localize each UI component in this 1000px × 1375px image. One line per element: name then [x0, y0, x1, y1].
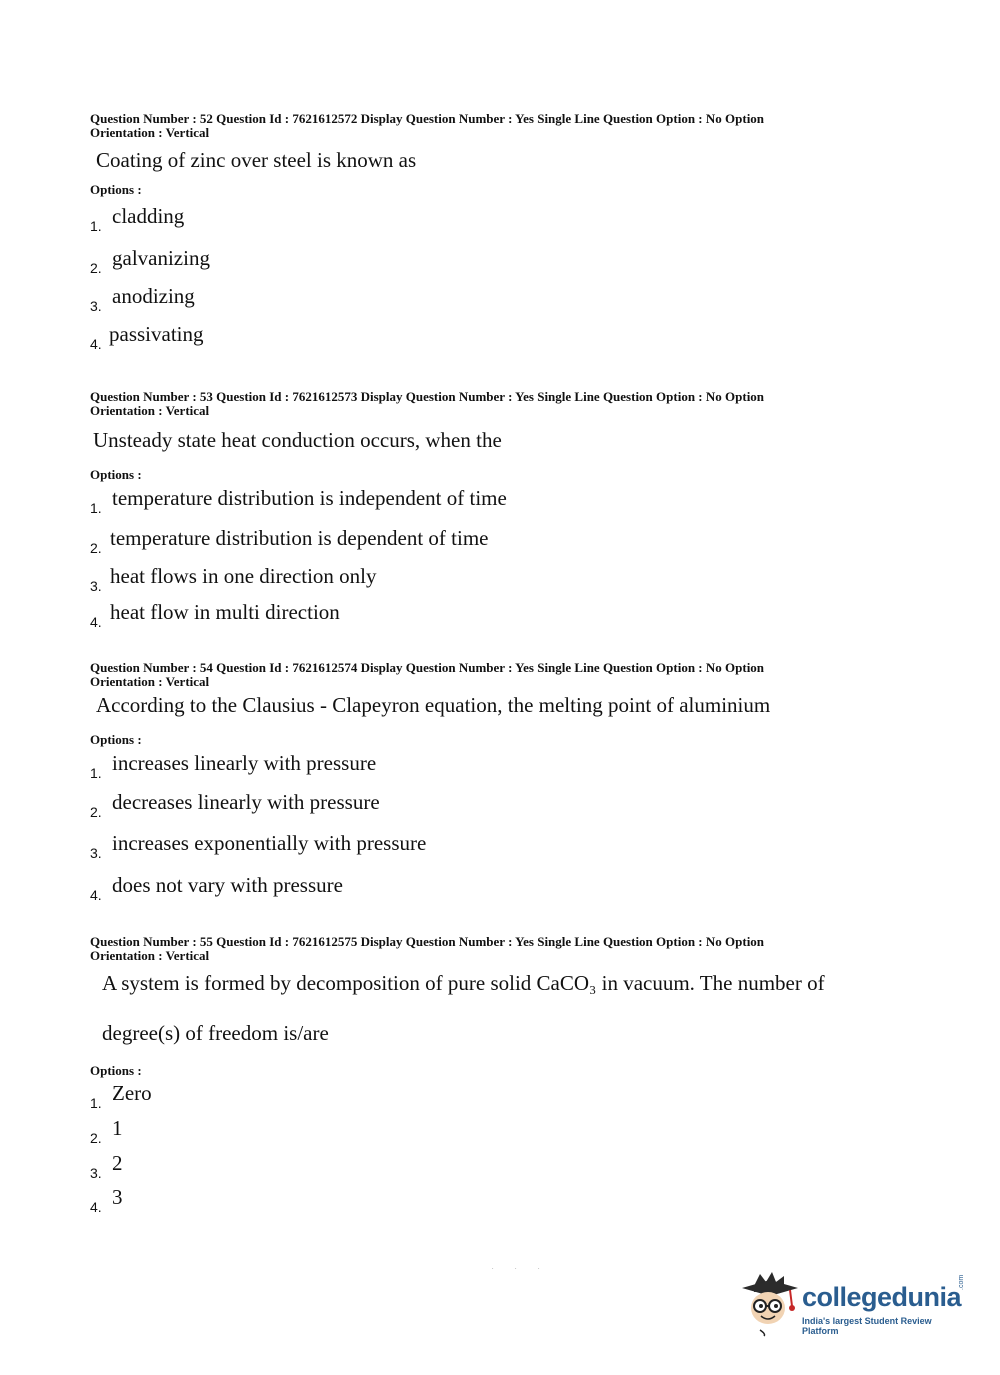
- option-number: 2.: [90, 1130, 102, 1146]
- option-4: [90, 873, 790, 903]
- logo-brand: collegedunia: [802, 1282, 962, 1312]
- question-54: [90, 660, 890, 903]
- question-text: A system is formed by decomposition of pure solid CaCO₃ in vacuum. The number of: [102, 971, 825, 995]
- option-1: [90, 1081, 790, 1111]
- question-text-line-2: degree(s) of freedom is/are: [102, 1021, 329, 1045]
- option-text: galvanizing: [112, 246, 210, 270]
- meta-line-2: Orientation : Vertical: [90, 948, 210, 963]
- option-2: [90, 246, 790, 276]
- option-text: cladding: [112, 204, 185, 228]
- question-meta: [90, 935, 890, 963]
- option-text: increases exponentially with pressure: [112, 831, 427, 855]
- meta-line-2: Orientation : Vertical: [90, 125, 210, 140]
- option-text: heat flows in one direction only: [110, 564, 377, 588]
- option-number: 2.: [90, 260, 102, 276]
- meta-line-1: Question Number : 52 Question Id : 7621612572 Display Question Number : Yes Single Line Question Option : No Option: [90, 111, 765, 126]
- option-number: 3.: [90, 578, 102, 594]
- option-number: 2.: [90, 540, 102, 556]
- options-label: Options :: [90, 1063, 142, 1078]
- option-text: 2: [112, 1151, 123, 1175]
- option-number: 4.: [90, 336, 102, 352]
- option-number: 3.: [90, 1165, 102, 1181]
- question-meta: [90, 390, 890, 418]
- option-text: anodizing: [112, 284, 195, 308]
- option-text: temperature distribution is dependent of time: [110, 526, 489, 550]
- option-text: Zero: [112, 1081, 152, 1105]
- option-text: does not vary with pressure: [112, 873, 343, 897]
- question-meta: [90, 661, 890, 689]
- question-meta: [90, 112, 890, 140]
- meta-line-1: Question Number : 53 Question Id : 7621612573 Display Question Number : Yes Single Line Question Option : No Option: [90, 389, 765, 404]
- option-text: temperature distribution is independent of time: [112, 486, 507, 510]
- option-number: 3.: [90, 298, 102, 314]
- option-number: 4.: [90, 1199, 102, 1215]
- question-text: Unsteady state heat conduction occurs, when the: [93, 428, 502, 452]
- option-4: [90, 1185, 790, 1215]
- option-3: [90, 284, 790, 314]
- option-text: increases linearly with pressure: [112, 751, 377, 775]
- option-2: [90, 1116, 790, 1146]
- mascot-icon: [740, 1268, 800, 1338]
- option-number: 1.: [90, 765, 102, 781]
- page-dots: . . .: [492, 1265, 550, 1271]
- option-number: 1.: [90, 500, 102, 516]
- option-2: [90, 526, 790, 556]
- option-3: [90, 564, 790, 594]
- option-text: decreases linearly with pressure: [112, 790, 380, 814]
- question-52: [90, 111, 890, 352]
- option-number: 3.: [90, 845, 102, 861]
- meta-line-1: Question Number : 55 Question Id : 7621612575 Display Question Number : Yes Single Line Question Option : No Option: [90, 934, 765, 949]
- option-3: [90, 831, 790, 861]
- logo-tagline: India's largest Student Review Platform: [802, 1316, 932, 1336]
- option-text: heat flow in multi direction: [110, 600, 340, 624]
- meta-line-2: Orientation : Vertical: [90, 403, 210, 418]
- option-2: [90, 790, 790, 820]
- options-label: Options :: [90, 467, 142, 482]
- option-1: [90, 204, 790, 234]
- logo-com: .com: [958, 1274, 965, 1290]
- option-text: 1: [112, 1116, 123, 1140]
- options-label: Options :: [90, 182, 142, 197]
- option-text: 3: [112, 1185, 123, 1209]
- collegedunia-logo: [740, 1268, 970, 1338]
- option-3: [90, 1151, 790, 1181]
- question-53: [90, 389, 890, 630]
- option-number: 1.: [90, 1095, 102, 1111]
- option-text: passivating: [109, 322, 204, 346]
- option-4: [90, 322, 790, 352]
- option-1: [90, 751, 790, 781]
- option-number: 1.: [90, 218, 102, 234]
- option-number: 2.: [90, 804, 102, 820]
- option-number: 4.: [90, 614, 102, 630]
- question-55: [90, 934, 890, 1215]
- meta-line-1: Question Number : 54 Question Id : 7621612574 Display Question Number : Yes Single Line Question Option : No Option: [90, 660, 765, 675]
- option-1: [90, 486, 790, 516]
- option-number: 4.: [90, 887, 102, 903]
- question-text: Coating of zinc over steel is known as: [96, 148, 417, 172]
- meta-line-2: Orientation : Vertical: [90, 674, 210, 689]
- option-4: [90, 600, 790, 630]
- question-text: According to the Clausius - Clapeyron equation, the melting point of aluminium: [96, 693, 771, 717]
- options-label: Options :: [90, 732, 142, 747]
